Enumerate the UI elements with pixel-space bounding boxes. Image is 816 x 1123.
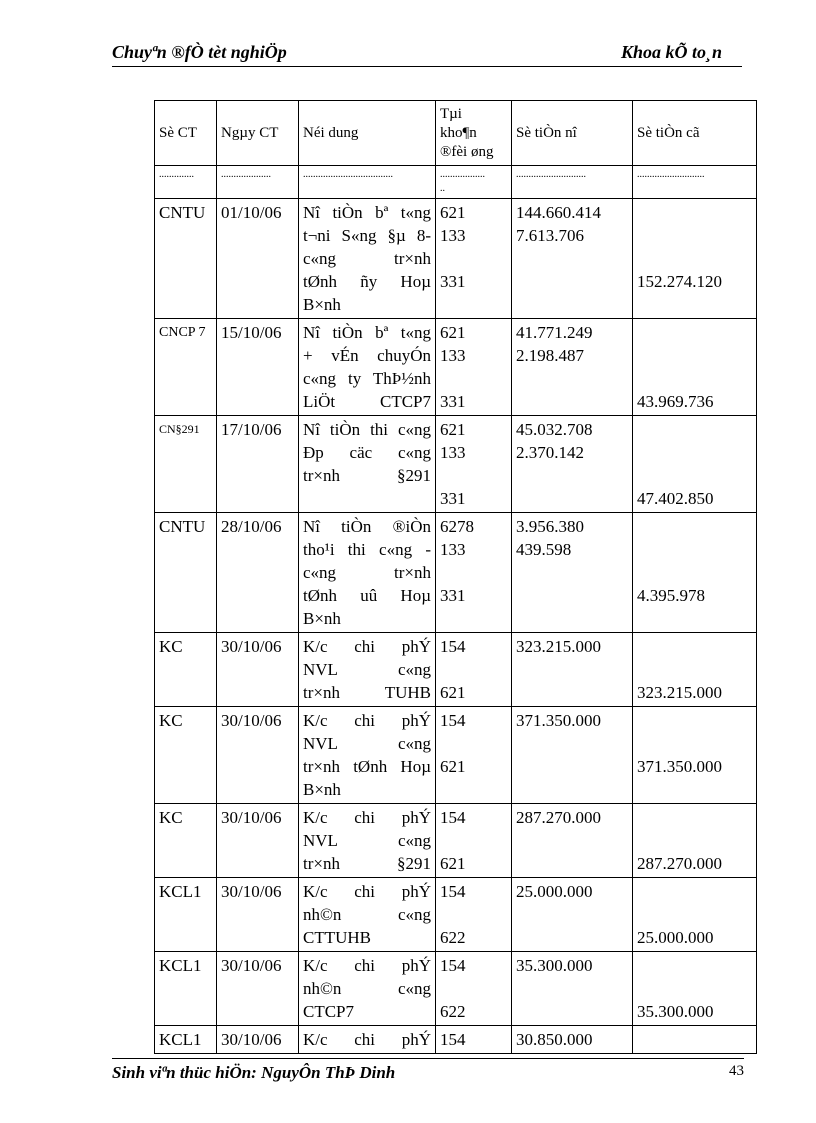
cell-noi-dung-line: CTCP7 bbox=[303, 1002, 355, 1021]
cell-so-tien-no-line bbox=[516, 390, 628, 413]
cell-so-tien-no-line: 45.032.708 bbox=[516, 420, 593, 439]
cell-ngay-ct: 01/10/06 bbox=[217, 199, 299, 319]
cell-so-ct: KCL1 bbox=[155, 1026, 217, 1054]
cell-ngay-ct: 30/10/06 bbox=[217, 952, 299, 1026]
cell-so-tien-co-line bbox=[637, 829, 752, 852]
cell-tai-khoan-line bbox=[440, 903, 507, 926]
cell-so-tien-no-line: 7.613.706 bbox=[516, 226, 584, 245]
dots-c3: .................................... bbox=[299, 166, 436, 199]
cell-so-tien-no-line: 41.771.249 bbox=[516, 323, 593, 342]
table-row bbox=[155, 707, 757, 804]
cell-so-tien-no-line bbox=[516, 367, 628, 390]
table-row bbox=[155, 1026, 757, 1054]
cell-so-tien-co bbox=[633, 199, 757, 319]
cell-so-tien-no-line: 25.000.000 bbox=[516, 882, 593, 901]
cell-ngay-ct: 30/10/06 bbox=[217, 1026, 299, 1054]
cell-so-tien-no-line bbox=[516, 977, 628, 1000]
header-noi-dung: Néi dung bbox=[299, 101, 436, 166]
cell-so-tien-no-line bbox=[516, 778, 628, 801]
cell-noi-dung-line bbox=[303, 487, 431, 510]
cell-noi-dung bbox=[299, 633, 436, 707]
cell-tai-khoan-line bbox=[440, 977, 507, 1000]
cell-so-tien-co-line bbox=[637, 538, 752, 561]
cell-so-tien-co-line: 35.300.000 bbox=[637, 1002, 714, 1021]
cell-noi-dung bbox=[299, 319, 436, 416]
cell-noi-dung bbox=[299, 707, 436, 804]
cell-noi-dung bbox=[299, 952, 436, 1026]
cell-so-tien-no-line: 144.660.414 bbox=[516, 203, 601, 222]
cell-so-ct: KC bbox=[155, 804, 217, 878]
table-row bbox=[155, 416, 757, 513]
cell-tai-khoan-line bbox=[440, 658, 507, 681]
cell-noi-dung-line: tr×nh TUHB bbox=[303, 683, 431, 702]
cell-tai-khoan-line bbox=[440, 561, 507, 584]
cell-so-tien-co-line: 371.350.000 bbox=[637, 757, 722, 776]
cell-tai-khoan-line: 133 bbox=[440, 346, 466, 365]
cell-tai-khoan bbox=[436, 633, 512, 707]
cell-so-tien-co-line bbox=[637, 224, 752, 247]
cell-so-tien-co-line bbox=[637, 515, 752, 538]
cell-ngay-ct: 17/10/06 bbox=[217, 416, 299, 513]
header-ngay-ct: Ngµy CT bbox=[217, 101, 299, 166]
cell-so-tien-co-line: 323.215.000 bbox=[637, 683, 722, 702]
cell-so-tien-no-line bbox=[516, 607, 628, 630]
cell-tai-khoan bbox=[436, 1026, 512, 1054]
cell-so-ct: CNCP 7 bbox=[155, 319, 217, 416]
cell-tai-khoan-line: 621 bbox=[440, 757, 466, 776]
cell-so-tien-no-line bbox=[516, 852, 628, 875]
cell-so-tien-co-line bbox=[637, 321, 752, 344]
cell-so-tien-co-line bbox=[637, 903, 752, 926]
cell-so-tien-co bbox=[633, 633, 757, 707]
cell-tai-khoan bbox=[436, 707, 512, 804]
cell-so-tien-no-line bbox=[516, 732, 628, 755]
cell-so-tien-co bbox=[633, 804, 757, 878]
cell-noi-dung-line: Ðp cäc c«ng bbox=[303, 443, 431, 462]
dots-row bbox=[155, 166, 757, 199]
cell-so-tien-no-line bbox=[516, 903, 628, 926]
cell-so-tien-co-line bbox=[637, 954, 752, 977]
cell-tai-khoan-line: 154 bbox=[440, 1030, 466, 1049]
cell-so-tien-no bbox=[512, 319, 633, 416]
cell-noi-dung-line: Nî tiÒn thi c«ng bbox=[303, 420, 431, 439]
cell-so-tien-co-line bbox=[637, 607, 752, 630]
cell-noi-dung bbox=[299, 1026, 436, 1054]
cell-so-tien-co-line bbox=[637, 1028, 752, 1051]
cell-so-tien-no-line bbox=[516, 561, 628, 584]
cell-so-tien-no-line bbox=[516, 681, 628, 704]
cell-tai-khoan bbox=[436, 804, 512, 878]
header-tk-line2: kho¶n bbox=[440, 124, 477, 141]
cell-so-tien-co-line: 152.274.120 bbox=[637, 272, 722, 291]
cell-so-ct: KCL1 bbox=[155, 878, 217, 952]
cell-noi-dung-line: nh©n c«ng bbox=[303, 905, 431, 924]
cell-so-tien-no-line: 323.215.000 bbox=[516, 637, 601, 656]
cell-tai-khoan bbox=[436, 416, 512, 513]
cell-tai-khoan-line: 154 bbox=[440, 808, 466, 827]
cell-tai-khoan bbox=[436, 952, 512, 1026]
cell-so-tien-co bbox=[633, 319, 757, 416]
cell-noi-dung-line: K/c chi phÝ bbox=[303, 1030, 431, 1049]
cell-so-tien-no-line bbox=[516, 584, 628, 607]
cell-tai-khoan bbox=[436, 513, 512, 633]
cell-so-tien-no-line: 439.598 bbox=[516, 540, 572, 559]
cell-tai-khoan-line: 621 bbox=[440, 323, 466, 342]
cell-noi-dung-line: Nî tiÒn bª t«ng bbox=[303, 203, 431, 222]
cell-ngay-ct: 15/10/06 bbox=[217, 319, 299, 416]
cell-so-tien-no-line: 2.370.142 bbox=[516, 443, 584, 462]
cell-so-tien-co-line bbox=[637, 293, 752, 316]
cell-tai-khoan-line: 6278 bbox=[440, 517, 474, 536]
ledger-table bbox=[154, 100, 757, 1054]
cell-so-tien-no-line bbox=[516, 829, 628, 852]
cell-tai-khoan-line: 133 bbox=[440, 443, 466, 462]
header-so-tien-no: Sè tiÒn nî bbox=[512, 101, 633, 166]
cell-noi-dung-line: t¬ni S«ng §µ 8- bbox=[303, 226, 431, 245]
cell-so-tien-no bbox=[512, 878, 633, 952]
cell-so-ct: KC bbox=[155, 633, 217, 707]
cell-so-tien-co bbox=[633, 1026, 757, 1054]
cell-noi-dung-line: LiÖt CTCP7 bbox=[303, 392, 431, 411]
cell-tai-khoan-line: 154 bbox=[440, 711, 466, 730]
cell-noi-dung-line: NVL c«ng bbox=[303, 660, 431, 679]
cell-so-tien-no-line bbox=[516, 487, 628, 510]
cell-noi-dung bbox=[299, 804, 436, 878]
table-header-row bbox=[155, 101, 757, 166]
cell-so-tien-no-line: 371.350.000 bbox=[516, 711, 601, 730]
cell-tai-khoan-line: 621 bbox=[440, 683, 466, 702]
cell-tai-khoan-line: 154 bbox=[440, 882, 466, 901]
table-row bbox=[155, 878, 757, 952]
cell-noi-dung bbox=[299, 416, 436, 513]
cell-noi-dung-line: NVL c«ng bbox=[303, 831, 431, 850]
cell-tai-khoan-line bbox=[440, 778, 507, 801]
cell-so-tien-no bbox=[512, 199, 633, 319]
cell-noi-dung-line: NVL c«ng bbox=[303, 734, 431, 753]
cell-so-ct: CNTU bbox=[155, 513, 217, 633]
dots-c4-line2: .. bbox=[440, 183, 445, 194]
table-row bbox=[155, 319, 757, 416]
cell-so-tien-no bbox=[512, 416, 633, 513]
cell-so-tien-co-line: 47.402.850 bbox=[637, 489, 714, 508]
dots-c5: ............................ bbox=[512, 166, 633, 199]
cell-so-tien-co-line bbox=[637, 464, 752, 487]
cell-so-tien-no-line bbox=[516, 755, 628, 778]
cell-so-tien-co-line bbox=[637, 880, 752, 903]
dots-c4-line1: .................. bbox=[440, 169, 485, 180]
cell-tai-khoan-line bbox=[440, 367, 507, 390]
footer-author: Sinh viªn thüc hiÖn: NguyÔn ThÞ Dinh bbox=[112, 1063, 396, 1082]
cell-so-tien-no-line bbox=[516, 658, 628, 681]
cell-tai-khoan-line: 331 bbox=[440, 272, 466, 291]
header-title: Chuyªn ®fÒ tèt nghiÖp bbox=[112, 42, 287, 62]
cell-noi-dung-line: + vÉn chuyÓn bbox=[303, 346, 431, 365]
page-number: 43 bbox=[729, 1063, 744, 1079]
cell-ngay-ct: 30/10/06 bbox=[217, 804, 299, 878]
cell-so-tien-co-line bbox=[637, 977, 752, 1000]
dots-c6: ........................... bbox=[633, 166, 757, 199]
cell-so-tien-co bbox=[633, 952, 757, 1026]
header-department: Khoa kÕ to¸n bbox=[620, 42, 722, 62]
cell-noi-dung-line: K/c chi phÝ bbox=[303, 711, 431, 730]
cell-so-tien-no bbox=[512, 1026, 633, 1054]
cell-tai-khoan-line bbox=[440, 247, 507, 270]
cell-so-tien-co-line bbox=[637, 441, 752, 464]
cell-so-tien-co-line bbox=[637, 635, 752, 658]
cell-so-tien-co-line bbox=[637, 418, 752, 441]
header-so-ct: Sè CT bbox=[155, 101, 217, 166]
cell-tai-khoan-line: 331 bbox=[440, 392, 466, 411]
cell-tai-khoan-line bbox=[440, 732, 507, 755]
cell-noi-dung-line: tr×nh §291 bbox=[303, 466, 431, 485]
cell-so-tien-co-line: 287.270.000 bbox=[637, 854, 722, 873]
cell-so-tien-no-line: 3.956.380 bbox=[516, 517, 584, 536]
cell-so-tien-no-line bbox=[516, 270, 628, 293]
cell-so-tien-co-line bbox=[637, 247, 752, 270]
cell-so-tien-no-line: 35.300.000 bbox=[516, 956, 593, 975]
cell-noi-dung-line: K/c chi phÝ bbox=[303, 956, 431, 975]
cell-noi-dung-line: B×nh bbox=[303, 295, 341, 314]
cell-so-tien-co bbox=[633, 513, 757, 633]
cell-noi-dung-line: tr×nh tØnh Hoµ bbox=[303, 757, 431, 776]
cell-so-tien-co-line bbox=[637, 709, 752, 732]
cell-so-tien-no-line: 30.850.000 bbox=[516, 1030, 593, 1049]
cell-noi-dung bbox=[299, 199, 436, 319]
cell-tai-khoan-line: 331 bbox=[440, 489, 466, 508]
cell-tai-khoan-line: 133 bbox=[440, 540, 466, 559]
cell-so-tien-no-line bbox=[516, 293, 628, 316]
cell-so-tien-no-line: 287.270.000 bbox=[516, 808, 601, 827]
cell-noi-dung-line: c«ng ty ThÞ½nh bbox=[303, 369, 431, 388]
cell-noi-dung-line: B×nh bbox=[303, 780, 341, 799]
page-header bbox=[112, 40, 742, 67]
cell-so-tien-no-line bbox=[516, 926, 628, 949]
page-footer bbox=[112, 1058, 744, 1082]
cell-so-ct: KCL1 bbox=[155, 952, 217, 1026]
cell-so-tien-co-line bbox=[637, 732, 752, 755]
cell-so-tien-co bbox=[633, 707, 757, 804]
cell-noi-dung-line: B×nh bbox=[303, 609, 341, 628]
cell-tai-khoan-line: 621 bbox=[440, 420, 466, 439]
cell-so-tien-co-line: 4.395.978 bbox=[637, 586, 705, 605]
cell-noi-dung-line: Nî tiÒn bª t«ng bbox=[303, 323, 431, 342]
cell-so-tien-no bbox=[512, 952, 633, 1026]
header-tk-line1: Tµi bbox=[440, 105, 462, 122]
cell-tai-khoan bbox=[436, 319, 512, 416]
cell-noi-dung-line: tho¹i thi c«ng - bbox=[303, 540, 431, 559]
cell-tai-khoan-line bbox=[440, 829, 507, 852]
cell-ngay-ct: 30/10/06 bbox=[217, 707, 299, 804]
cell-so-ct: CN§291 bbox=[155, 416, 217, 513]
cell-noi-dung-line: c«ng tr×nh bbox=[303, 249, 431, 268]
cell-tai-khoan-line: 331 bbox=[440, 586, 466, 605]
cell-so-ct: CNTU bbox=[155, 199, 217, 319]
cell-noi-dung-line: Nî tiÒn ®iÒn bbox=[303, 517, 431, 536]
cell-so-tien-co-line bbox=[637, 344, 752, 367]
table-row bbox=[155, 952, 757, 1026]
cell-so-tien-no bbox=[512, 707, 633, 804]
cell-tai-khoan-line: 622 bbox=[440, 928, 466, 947]
header-tk-line3: ®fèi øng bbox=[440, 143, 494, 160]
cell-so-tien-co-line bbox=[637, 367, 752, 390]
table-row bbox=[155, 513, 757, 633]
cell-tai-khoan-line: 154 bbox=[440, 956, 466, 975]
cell-tai-khoan bbox=[436, 199, 512, 319]
cell-tai-khoan-line bbox=[440, 293, 507, 316]
cell-so-tien-co-line bbox=[637, 778, 752, 801]
cell-so-tien-no bbox=[512, 804, 633, 878]
table-row bbox=[155, 199, 757, 319]
table-row bbox=[155, 633, 757, 707]
cell-so-tien-co bbox=[633, 416, 757, 513]
cell-noi-dung-line: nh©n c«ng bbox=[303, 979, 431, 998]
cell-tai-khoan-line: 154 bbox=[440, 637, 466, 656]
cell-tai-khoan-line bbox=[440, 607, 507, 630]
cell-tai-khoan-line: 622 bbox=[440, 1002, 466, 1021]
cell-tai-khoan-line: 621 bbox=[440, 203, 466, 222]
cell-noi-dung-line: tØnh uû Hoµ bbox=[303, 586, 431, 605]
table-row bbox=[155, 804, 757, 878]
cell-so-tien-co-line bbox=[637, 806, 752, 829]
cell-noi-dung-line: K/c chi phÝ bbox=[303, 808, 431, 827]
cell-noi-dung bbox=[299, 513, 436, 633]
cell-so-tien-no bbox=[512, 633, 633, 707]
cell-noi-dung-line: c«ng tr×nh bbox=[303, 563, 431, 582]
dots-c4 bbox=[436, 166, 512, 199]
cell-so-tien-co bbox=[633, 878, 757, 952]
cell-ngay-ct: 30/10/06 bbox=[217, 878, 299, 952]
cell-noi-dung bbox=[299, 878, 436, 952]
cell-tai-khoan-line bbox=[440, 464, 507, 487]
cell-so-tien-no-line: 2.198.487 bbox=[516, 346, 584, 365]
cell-so-tien-no-line bbox=[516, 464, 628, 487]
cell-so-tien-co-line: 43.969.736 bbox=[637, 392, 714, 411]
cell-ngay-ct: 30/10/06 bbox=[217, 633, 299, 707]
cell-ngay-ct: 28/10/06 bbox=[217, 513, 299, 633]
cell-noi-dung-line: tØnh ñy Hoµ bbox=[303, 272, 431, 291]
header-so-tien-co: Sè tiÒn cã bbox=[633, 101, 757, 166]
cell-noi-dung-line: tr×nh §291 bbox=[303, 854, 431, 873]
header-tai-khoan bbox=[436, 101, 512, 166]
cell-so-tien-co-line bbox=[637, 561, 752, 584]
cell-tai-khoan-line: 133 bbox=[440, 226, 466, 245]
cell-so-tien-no-line bbox=[516, 247, 628, 270]
cell-noi-dung-line: CTTUHB bbox=[303, 928, 371, 947]
cell-so-tien-co-line bbox=[637, 658, 752, 681]
cell-tai-khoan-line: 621 bbox=[440, 854, 466, 873]
dots-c2: .................... bbox=[217, 166, 299, 199]
cell-noi-dung-line: K/c chi phÝ bbox=[303, 637, 431, 656]
cell-so-tien-co-line bbox=[637, 201, 752, 224]
cell-so-tien-co-line: 25.000.000 bbox=[637, 928, 714, 947]
cell-so-ct: KC bbox=[155, 707, 217, 804]
cell-noi-dung-line: K/c chi phÝ bbox=[303, 882, 431, 901]
dots-c1: .............. bbox=[155, 166, 217, 199]
cell-so-tien-no-line bbox=[516, 1000, 628, 1023]
cell-so-tien-no bbox=[512, 513, 633, 633]
cell-tai-khoan bbox=[436, 878, 512, 952]
